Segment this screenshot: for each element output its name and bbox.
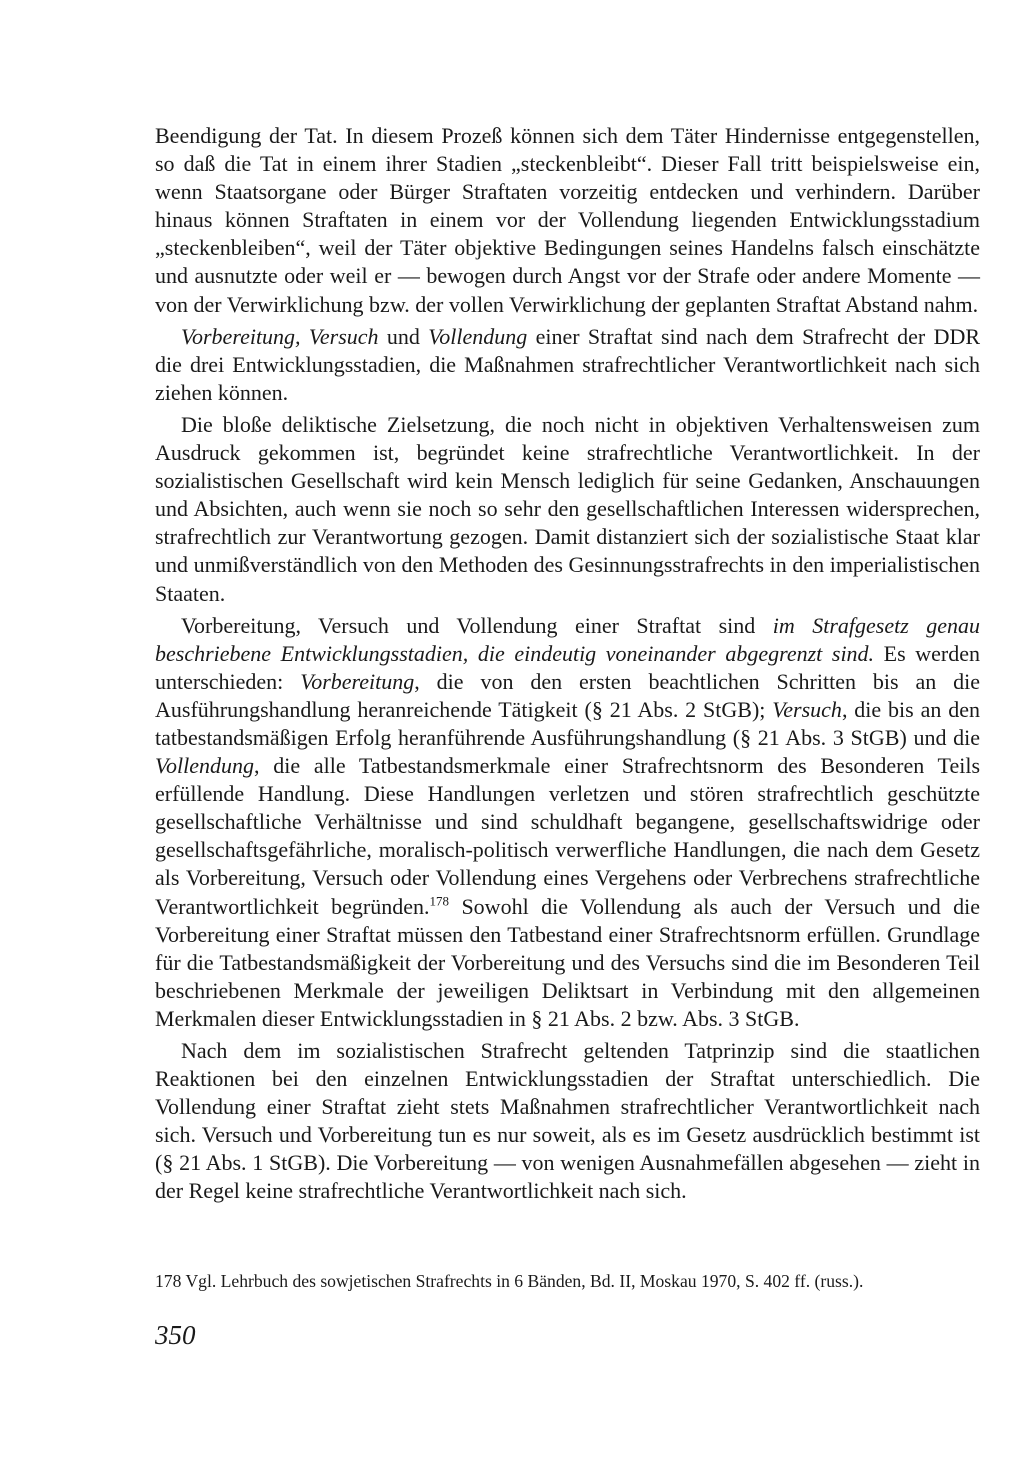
body-text	[155, 122, 980, 1206]
footnote: 178 Vgl. Lehrbuch des sowjetischen Strafrechts in 6 Bänden, Bd. II, Moskau 1970, S. 402 ff. (russ.).	[155, 1271, 864, 1291]
emphasized-text: Vollendung	[428, 323, 528, 349]
emphasized-text: Vorbereitung	[300, 668, 415, 694]
text-run: und	[378, 323, 429, 349]
emphasized-text: Vollendung	[155, 753, 254, 779]
paragraph	[155, 411, 980, 608]
text-run: , die von den ersten beachtlichen Schritten bis an die Ausführungshandlung heranreichende Tätigkeit (§ 21 Abs. 2 StGB);	[155, 668, 980, 722]
text-run: Sowohl die Vollendung als auch der Versuch und die Vorbereitung einer Straftat müssen den Tatbestand einer Strafrechtsnorm erfüllen. Grundlage für die Tatbestandsmäßigkeit der Vorbereitung und des Versuchs sind die im Besonderen Teil beschriebenen Merkmale der jeweiligen Deliktsart in Verbindung mit den allgemeinen Merkmalen dieser Entwicklungsstadien in § 21 Abs. 2 bzw. Abs. 3 StGB.	[155, 893, 981, 1031]
text-run: , die bis an den tatbestandsmäßigen Erfolg heranführende Ausführungshandlung (§ 21 Abs. 3 StGB) und die	[155, 696, 980, 750]
emphasized-text: Versuch	[772, 696, 842, 722]
text-run: Beendigung der Tat. In diesem Prozeß können sich dem Täter Hindernisse entgegenstellen, so daß die Tat in einem ihrer Stadien „steckenbleibt“. Dieser Fall tritt beispielsweise ein, wenn Staatsorgane oder Bürger Straftaten vorzeitig entdecken und verhindern. Darüber hinaus können Straftaten in einem vor der Vollendung liegenden Entwicklungsstadium „steckenbleiben“, weil der Täter objektive Bedingungen seines Handelns falsch einschätzte und ausnutzte oder weil er — bewogen durch Angst vor der Strafe oder andere Momente — von der Verwirklichung bzw. der vollen Verwirklichung der geplanten Straftat Abstand nahm.	[155, 123, 980, 317]
paragraph	[155, 612, 980, 1033]
footnote-reference: 178	[429, 893, 450, 909]
emphasized-text: Vorbereitung, Versuch	[181, 323, 379, 349]
page-number: 350	[155, 1320, 196, 1350]
text-run: Es werden unterschieden:	[155, 640, 980, 694]
paragraph	[155, 122, 980, 319]
text-run: Vorbereitung, Versuch und Vollendung einer Straftat sind	[181, 612, 773, 638]
text-run: Die bloße deliktische Zielsetzung, die noch nicht in objektiven Verhaltensweisen zum Ausdruck gekommen ist, begründet keine strafrechtliche Verantwortlichkeit. In der sozialistischen Gesellschaft wird kein Mensch lediglich für seine Gedanken, Anschauungen und Absichten, auch wenn sie noch so sehr den gesellschaftlichen Interessen widersprechen, strafrechtlich zur Verantwortung gezogen. Damit distanziert sich der sozialistische Staat klar und unmißverständlich von den Methoden des Gesinnungsstrafrechts in den imperialistischen Staaten.	[155, 411, 980, 606]
text-run: , die alle Tatbestandsmerkmale einer Strafrechtsnorm des Besonderen Teils erfüllende Handlung. Diese Handlungen verletzen und stören strafrechtlich geschützte gesellschaftliche Verhältnisse und sind schuldhaft begangene, gesellschaftswidrige oder gesellschaftsgefährliche, moralisch-politisch verwerfliche Handlungen, die nach dem Gesetz als Vorbereitung, Versuch oder Vollendung eines Vergehens oder Verbrechens strafrechtliche Verantwortlichkeit begründen.	[155, 753, 980, 919]
paragraph	[155, 323, 980, 407]
text-run: einer Straftat sind nach dem Strafrecht der DDR die drei Entwicklungsstadien, die Maßnahmen strafrechtlicher Verantwortlichkeit nach sich ziehen können.	[155, 323, 981, 405]
text-run: Nach dem im sozialistischen Strafrecht geltenden Tatprinzip sind die staatlichen Reaktionen bei den einzelnen Entwicklungsstadien der Straftat unterschiedlich. Die Vollendung einer Straftat zieht stets Maßnahmen strafrechtlicher Verantwortlichkeit nach sich. Versuch und Vorbereitung tun es nur soweit, als es im Gesetz ausdrücklich bestimmt ist (§ 21 Abs. 1 StGB). Die Vorbereitung — von wenigen Ausnahmefällen abgesehen — zieht in der Regel keine strafrechtliche Verantwortlichkeit nach sich.	[155, 1038, 980, 1204]
paragraph	[155, 1037, 980, 1206]
emphasized-text: im Strafgesetz genau beschriebene Entwicklungsstadien, die eindeutig voneinander abgegrenzt sind.	[155, 612, 980, 666]
